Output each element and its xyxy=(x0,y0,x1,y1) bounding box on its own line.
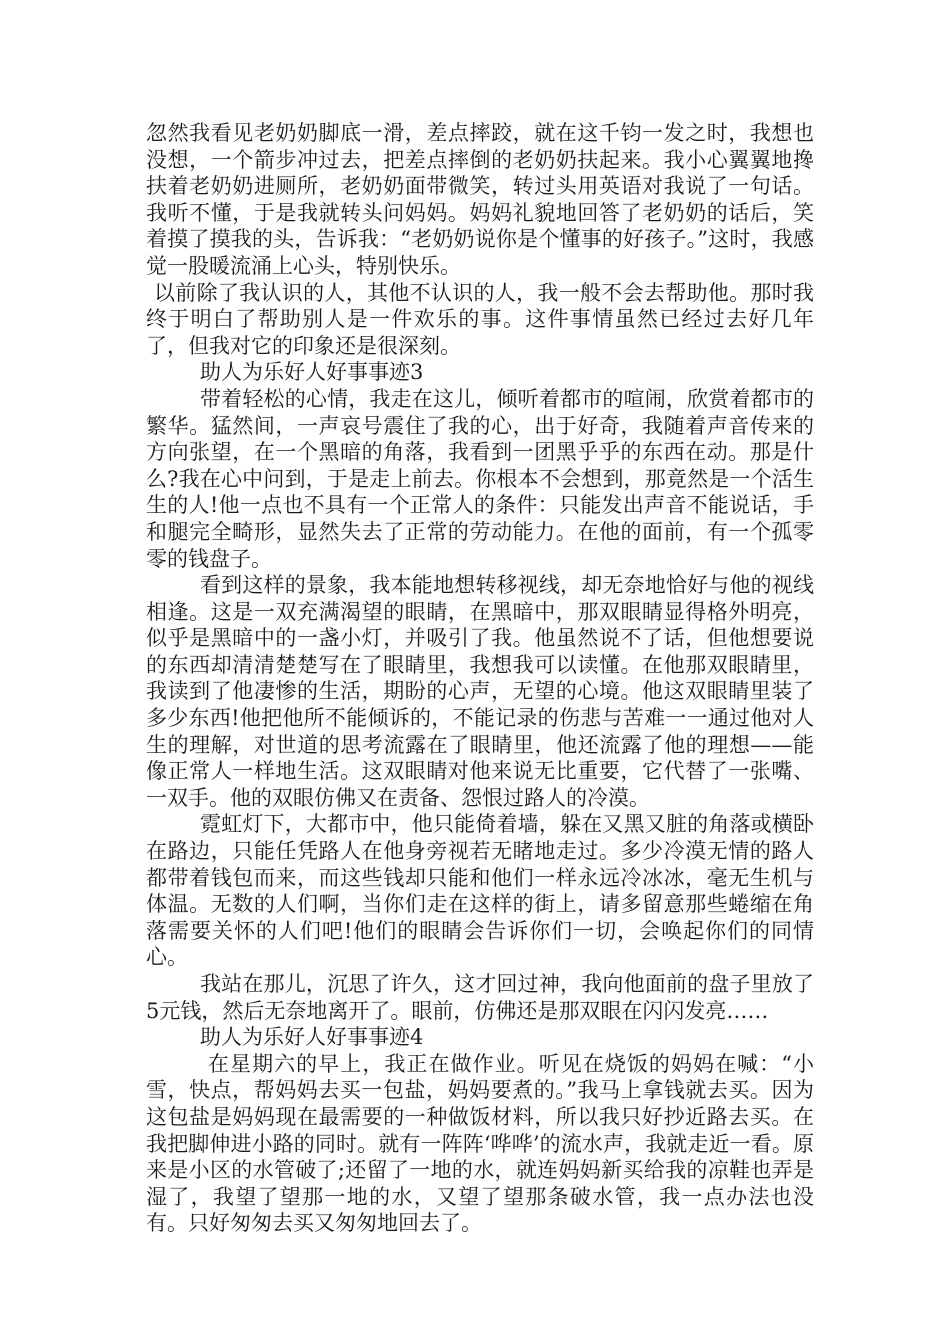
paragraph-1: 忽然我看见老奶奶脚底一滑，差点摔跤，就在这千钧一发之时，我想也没想，一个箭步冲过去，把差点摔倒的老奶奶扶起来。我小心翼翼地搀扶着老奶奶进厕所，老奶奶面带微笑，转过头用英语对我说了一句话。我听不懂，于是我就转头问妈妈。妈妈礼貌地回答了老奶奶的话后，笑着摸了摸我的头，告诉我：“老奶奶说你是个懂事的好孩子。”这时，我感觉一股暖流涌上心头，特别快乐。 xyxy=(146,121,814,278)
paragraph-6: 我站在那儿，沉思了许久，这才回过神，我向他面前的盘子里放了5元钱，然后无奈地离开了。眼前，仿佛还是那双眼在闪闪发亮…… xyxy=(146,972,814,1023)
paragraph-2: 以前除了我认识的人，其他不认识的人，我一般不会去帮助他。那时我终于明白了帮助别人是一件欢乐的事。这件事情虽然已经过去好几年了，但我对它的印象还是很深刻。 xyxy=(146,280,814,358)
paragraph-7: 在星期六的早上，我正在做作业。听见在烧饭的妈妈在喊：“小雪，快点，帮妈妈去买一包盐，妈妈要煮的。”我马上拿钱就去买。因为这包盐是妈妈现在最需要的一种做饭材料，所以我只好抄近路去买。在我把脚伸进小路的同时。就有一阵阵‘哗哗’的流水声，我就走近一看。原来是小区的水管破了;还留了一地的水，就连妈妈新买给我的凉鞋也弄是湿了，我望了望那一地的水，又望了望那条破水管，我一点办法也没有。只好匆匆去买又匆匆地回去了。 xyxy=(146,1051,814,1236)
paragraph-3: 带着轻松的心情，我走在这儿，倾听着都市的喧闹，欣赏着都市的繁华。猛然间，一声哀号震住了我的心，出于好奇，我随着声音传来的方向张望，在一个黑暗的角落，我看到一团黑乎乎的东西在动。那是什么?我在心中问到，于是走上前去。你根本不会想到，那竟然是一个活生生的人!他一点也不具有一个正常人的条件：只能发出声音不能说话，手和腿完全畸形，显然失去了正常的劳动能力。在他的面前，有一个孤零零的钱盘子。 xyxy=(146,386,814,571)
paragraph-4: 看到这样的景象，我本能地想转移视线，却无奈地恰好与他的视线相逢。这是一双充满渴望的眼睛，在黑暗中，那双眼睛显得格外明亮，似乎是黑暗中的一盏小灯，并吸引了我。他虽然说不了话，但他想要说的东西却清清楚楚写在了眼睛里，我想我可以读懂。在他那双眼睛里，我读到了他凄惨的生活，期盼的心声，无望的心境。他这双眼睛里装了多少东西!他把他所不能倾诉的，不能记录的伤悲与苦难一一通过他对人生的理解，对世道的思考流露在了眼睛里，他还流露了他的理想——能像正常人一样地生活。这双眼睛对他来说无比重要，它代替了一张嘴、一双手。他的双眼仿佛又在责备、怨恨过路人的冷漠。 xyxy=(146,573,814,810)
paragraph-5: 霓虹灯下，大都市中，他只能倚着墙，躲在又黑又脏的角落或横卧在路边，只能任凭路人在他身旁视若无睹地走过。多少冷漠无情的路人都带着钱包而来，而这些钱却只能和他们一样永远冷冰冰，毫无生机与体温。无数的人们啊，当你们走在这样的街上，请多留意那些蜷缩在角落需要关怀的人们吧!他们的眼睛会告诉你们一切，会唤起你们的同情心。 xyxy=(146,812,814,970)
section-heading-3: 助人为乐好人好事事迹3 xyxy=(200,360,424,385)
document-body xyxy=(146,120,814,1237)
section-heading-4: 助人为乐好人好事事迹4 xyxy=(200,1025,424,1050)
